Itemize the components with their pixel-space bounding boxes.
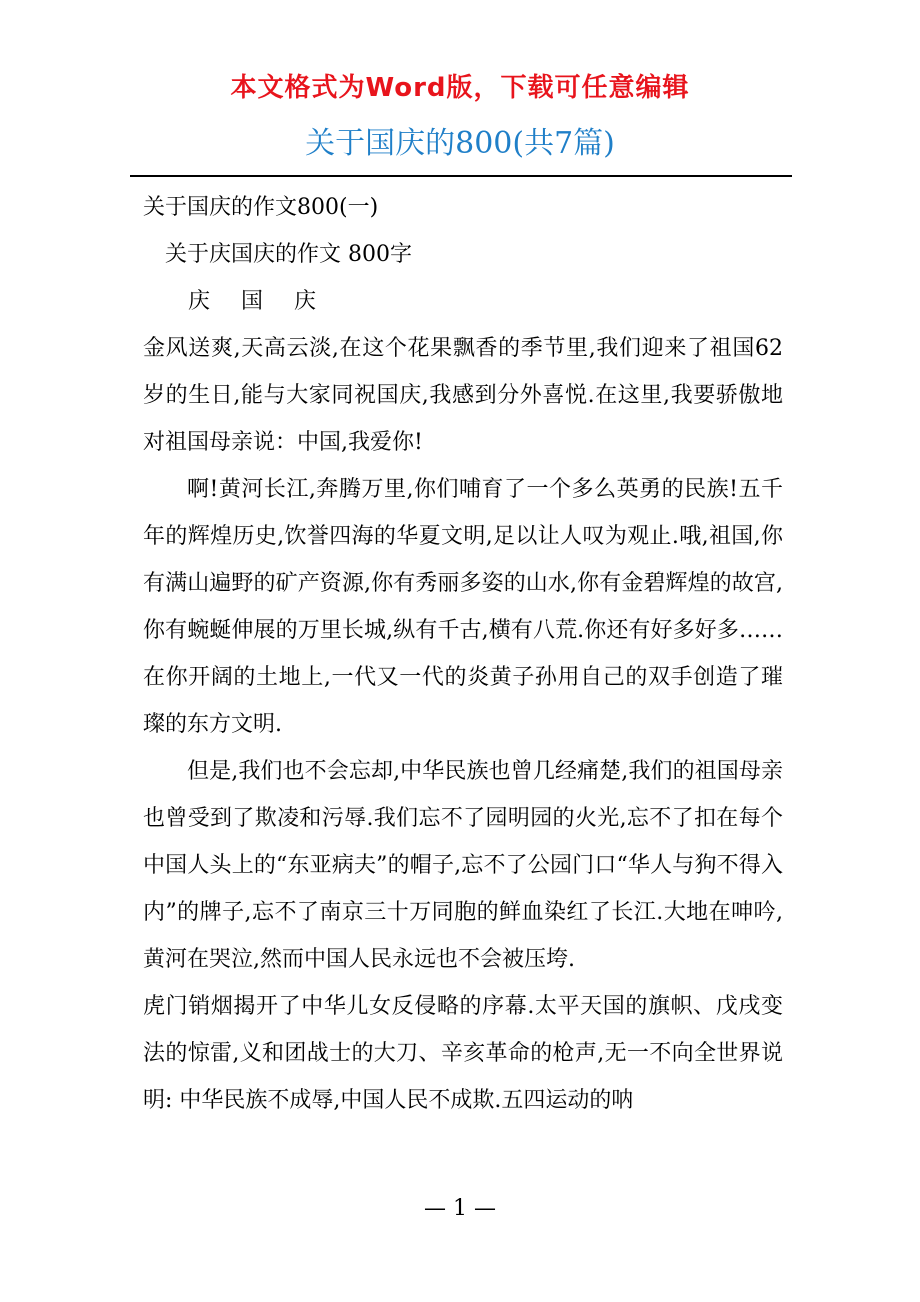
document-title: 关于国庆的800(共7篇) [305, 126, 615, 161]
title-divider [130, 175, 792, 177]
paragraph: 金风送爽,天高云淡,在这个花果飘香的季节里,我们迎来了祖国62岁的生日,能与大家同祝国庆,我感到分外喜悦.在这里,我要骄傲地对祖国母亲说：中国,我爱你! [143, 336, 783, 455]
download-banner: 本文格式为Word版，下载可任意编辑 [230, 73, 690, 103]
essay-heading: 庆 国 庆 [188, 289, 328, 314]
paragraph: 虎门销烟揭开了中华儿女反侵略的序幕.太平天国的旗帜、戊戌变法的惊雷,义和团战士的大刀、辛亥革命的枪声,无一不向全世界说明: 中华民族不成辱,中国人民不成欺.五四运动的呐 [143, 994, 783, 1113]
paragraph: 但是,我们也不会忘却,中华民族也曾几经痛楚,我们的祖国母亲也曾受到了欺凌和污辱.我们忘不了园明园的火光,忘不了扣在每个中国人头上的“东亚病夫”的帽子,忘不了公园门口“华人与狗不得入内”的牌子,忘不了南京三十万同胞的鲜血染红了长江.大地在呻吟,黄河在哭泣,然而中国人民永远也不会被压垮. [143, 759, 783, 972]
section-heading: 关于国庆的作文800(一) [143, 195, 379, 220]
page-number: — 1 — [424, 1196, 496, 1221]
document-body [143, 184, 783, 1124]
essay-subtitle: 关于庆国庆的作文 800字 [165, 242, 412, 267]
paragraph: 啊!黄河长江,奔腾万里,你们哺育了一个多么英勇的民族!五千年的辉煌历史,饮誉四海的华夏文明,足以让人叹为观止.哦,祖国,你有满山遍野的矿产资源,你有秀丽多姿的山水,你有金碧辉煌的故宫,你有蜿蜒伸展的万里长城,纵有千古,横有八荒.你还有好多好多……在你开阔的土地上,一代又一代的炎黄子孙用自己的双手创造了璀璨的东方文明. [143, 477, 783, 737]
